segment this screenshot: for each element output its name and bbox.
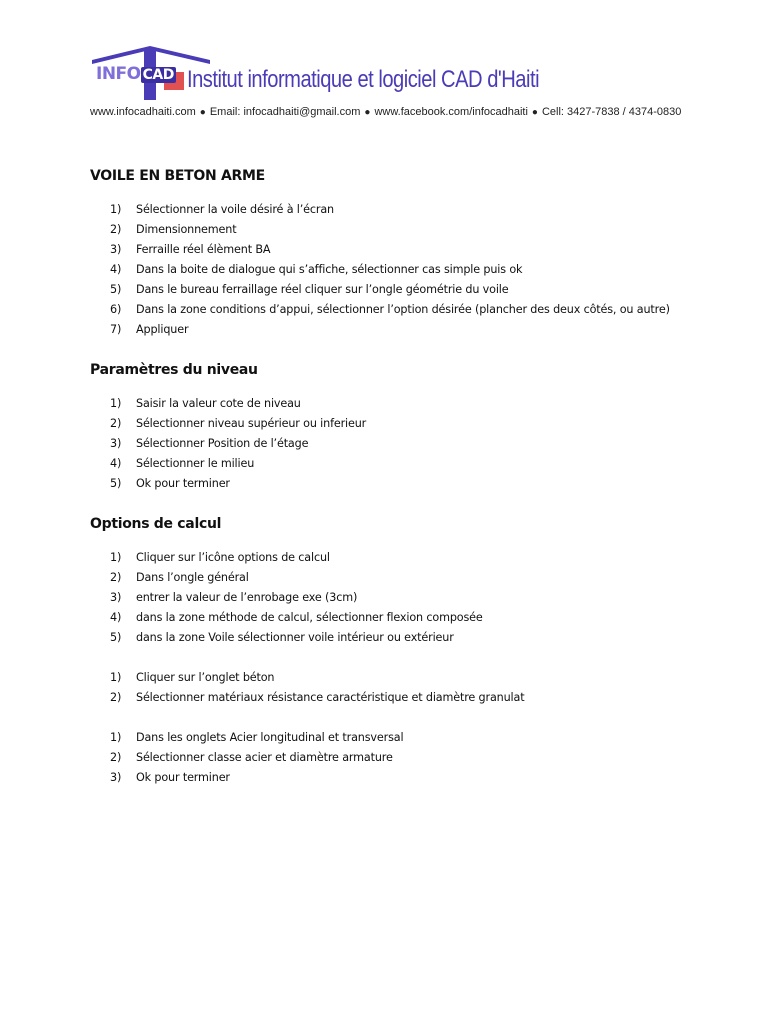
contact-line (90, 106, 681, 118)
list-item-number: 1) (110, 203, 122, 216)
list-item (90, 768, 690, 788)
letterhead (90, 42, 690, 122)
logo-text-info: INFO (96, 64, 141, 84)
list-item-number: 3) (110, 437, 122, 450)
list-item-number: 1) (110, 731, 122, 744)
logo-text-cad: CAD (142, 67, 174, 83)
bullet-separator: ● (364, 107, 371, 118)
contact-website: www.infocadhaiti.com (90, 106, 196, 118)
list-item-text: Sélectionner matériaux résistance caractéristique et diamètre granulat (136, 691, 525, 704)
section-heading: Options de calcul (90, 516, 222, 532)
list-item-number: 4) (110, 457, 122, 470)
list-item (90, 394, 690, 414)
list-item (90, 320, 690, 340)
list-item (90, 728, 690, 748)
list-item-number: 6) (110, 303, 122, 316)
list-item (90, 568, 690, 588)
list-item-text: Ok pour terminer (136, 477, 230, 490)
contact-email: Email: infocadhaiti@gmail.com (209, 106, 361, 118)
list-item-number: 5) (110, 631, 122, 644)
list-item (90, 414, 690, 434)
list-item-text: Saisir la valeur cote de niveau (136, 397, 301, 410)
list-item-number: 1) (110, 551, 122, 564)
list-item-text: Sélectionner le milieu (136, 457, 255, 470)
list-item-text: Sélectionner Position de l’étage (136, 437, 309, 450)
list-item-number: 4) (110, 611, 122, 624)
list-item-text: Dimensionnement (136, 223, 237, 236)
list-item (90, 688, 690, 708)
list-item (90, 608, 690, 628)
list-item-number: 2) (110, 223, 122, 236)
document-body (90, 146, 690, 788)
list-item-number: 4) (110, 263, 122, 276)
list-item (90, 748, 690, 768)
institute-name: Institut informatique et logiciel CAD d'Haiti (187, 66, 540, 93)
list-item-number: 2) (110, 417, 122, 430)
list-item-number: 3) (110, 591, 122, 604)
bullet-separator: ● (531, 107, 538, 118)
section-heading: Paramètres du niveau (90, 362, 258, 378)
list-item-number: 5) (110, 283, 122, 296)
list-item (90, 588, 690, 608)
steps-list (90, 728, 690, 788)
list-item-number: 2) (110, 751, 122, 764)
list-item-text: Ferraille réel élèment BA (136, 243, 271, 256)
logo-wordmark (96, 64, 176, 84)
steps-list (90, 668, 690, 708)
section-heading: VOILE EN BETON ARME (90, 168, 265, 184)
list-item-text: dans la zone méthode de calcul, sélectionner flexion composée (136, 611, 483, 624)
list-item (90, 220, 690, 240)
list-item (90, 240, 690, 260)
list-item (90, 280, 690, 300)
list-item-number: 2) (110, 571, 122, 584)
list-item-number: 5) (110, 477, 122, 490)
list-item (90, 454, 690, 474)
list-item (90, 668, 690, 688)
list-item-text: Dans l’ongle général (136, 571, 249, 584)
list-item-number: 3) (110, 243, 122, 256)
list-item-number: 1) (110, 671, 122, 684)
list-item-number: 3) (110, 771, 122, 784)
list-item-number: 7) (110, 323, 122, 336)
list-item (90, 300, 690, 320)
list-item (90, 474, 690, 494)
steps-list (90, 548, 690, 648)
list-item-text: Sélectionner classe acier et diamètre armature (136, 751, 393, 764)
steps-list (90, 394, 690, 494)
list-item-text: Cliquer sur l’icône options de calcul (136, 551, 330, 564)
list-item-text: Dans le bureau ferraillage réel cliquer sur l’ongle géométrie du voile (136, 283, 509, 296)
list-item (90, 200, 690, 220)
contact-phone: Cell: 3427-7838 / 4374-0830 (541, 106, 682, 118)
list-item (90, 260, 690, 280)
list-item-text: entrer la valeur de l’enrobage exe (3cm) (136, 591, 358, 604)
bullet-separator: ● (199, 107, 206, 118)
list-item-text: Sélectionner niveau supérieur ou inferieur (136, 417, 367, 430)
list-item-text: Appliquer (136, 323, 189, 336)
list-item-text: Dans la zone conditions d’appui, sélectionner l’option désirée (plancher des deux côtés, ou autre) (136, 303, 670, 316)
list-item-text: Sélectionner la voile désiré à l’écran (136, 203, 334, 216)
list-item-number: 2) (110, 691, 122, 704)
steps-list (90, 200, 690, 340)
list-item-text: Dans les onglets Acier longitudinal et transversal (136, 731, 404, 744)
list-item (90, 548, 690, 568)
list-item-text: Dans la boite de dialogue qui s’affiche, sélectionner cas simple puis ok (136, 263, 523, 276)
list-item (90, 628, 690, 648)
list-item-text: Ok pour terminer (136, 771, 230, 784)
list-item (90, 434, 690, 454)
list-item-number: 1) (110, 397, 122, 410)
list-item-text: dans la zone Voile sélectionner voile intérieur ou extérieur (136, 631, 454, 644)
contact-facebook: www.facebook.com/infocadhaiti (374, 106, 528, 118)
list-item-text: Cliquer sur l’onglet béton (136, 671, 275, 684)
